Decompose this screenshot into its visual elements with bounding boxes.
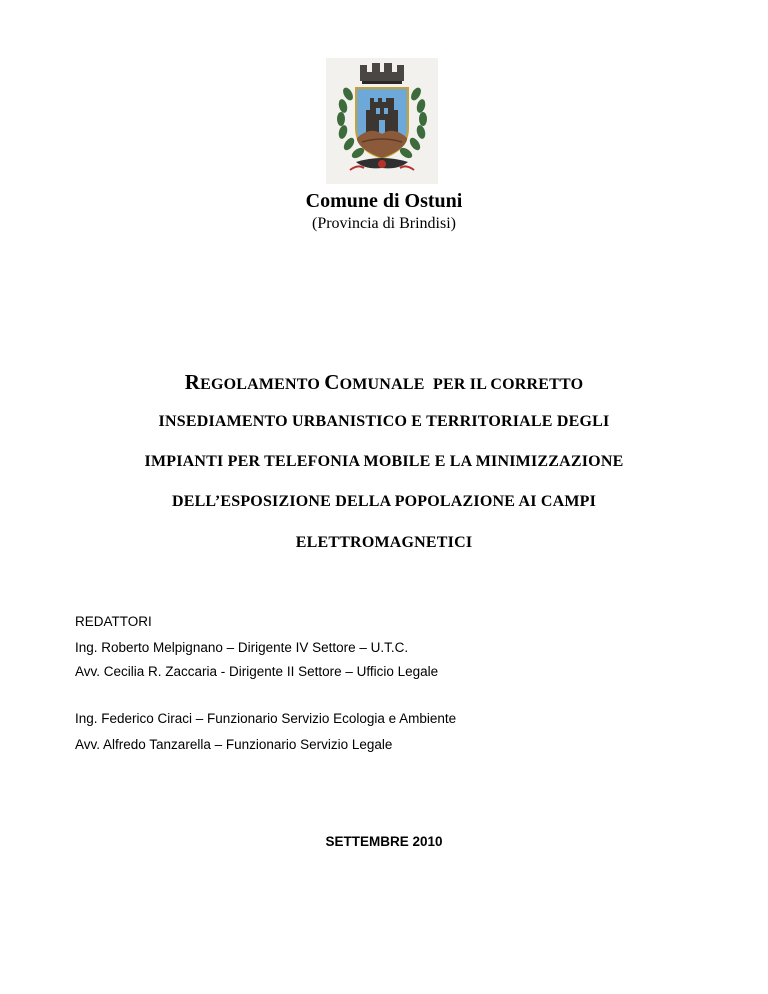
publication-date: SETTEMBRE 2010 bbox=[325, 834, 443, 849]
redattore-line: Ing. Federico Ciraci – Funzionario Servizio Ecologia e Ambiente bbox=[75, 711, 457, 726]
redattore-line: Avv. Alfredo Tanzarella – Funzionario Servizio Legale bbox=[75, 737, 393, 752]
redattore-line: Avv. Cecilia R. Zaccaria - Dirigente II Settore – Ufficio Legale bbox=[75, 664, 439, 679]
province-name: (Provincia di Brindisi) bbox=[312, 215, 456, 232]
redattori-heading: REDATTORI bbox=[75, 614, 152, 629]
title-word-regolamento: EGOLAMENTO bbox=[200, 376, 325, 393]
municipality-name: Comune di Ostuni bbox=[305, 190, 463, 212]
title-phrase-per-il-corretto: PER IL CORRETTO bbox=[432, 376, 584, 393]
document-title-line-1 bbox=[0, 370, 768, 395]
redattore-line: Ing. Roberto Melpignano – Dirigente IV Settore – U.T.C. bbox=[75, 640, 409, 655]
document-title-line-3: IMPIANTI PER TELEFONIA MOBILE E LA MINIMIZZAZIONE bbox=[144, 453, 624, 470]
title-word-comunale: OMUNALE bbox=[339, 376, 425, 393]
title-initial-c: C bbox=[324, 370, 340, 394]
document-title-line-2: INSEDIAMENTO URBANISTICO E TERRITORIALE DEGLI bbox=[158, 413, 610, 430]
shield-icon bbox=[356, 88, 408, 158]
ribbon-icon bbox=[350, 158, 414, 170]
title-initial-r: R bbox=[184, 370, 201, 394]
coat-of-arms-logo bbox=[326, 58, 438, 184]
document-title-line-4: DELL’ESPOSIZIONE DELLA POPOLAZIONE AI CAMPI bbox=[171, 493, 597, 510]
crown-icon bbox=[360, 63, 404, 84]
document-title-line-5: ELETTROMAGNETICI bbox=[295, 534, 473, 551]
